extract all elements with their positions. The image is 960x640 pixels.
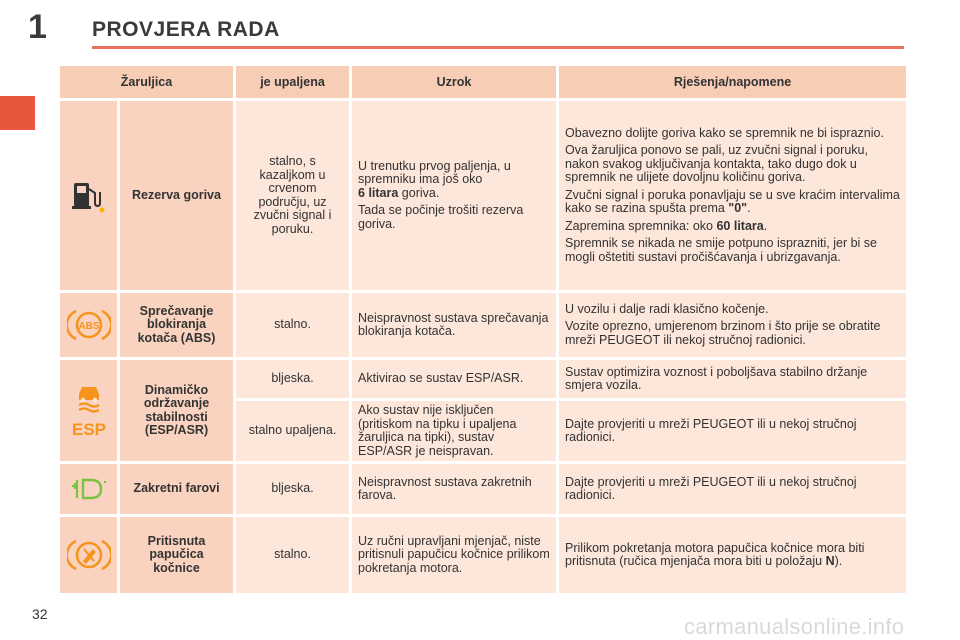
esp-icon-text: ESP	[71, 419, 106, 439]
fuel-lamp-notes: Obavezno dolijte goriva kako se spremnik ne bi ispraznio. Ova žaruljica ponovo se pali, uz zvučni signal i poruku, nakon svakog uključivanja kontakta, tako dugo dok u spremnik ne ulijete dovoljnu količinu goriva. Zvučni signal i poruka ponavljaju se u sve kraćim intervalima kako se razina spušta prema "0". Zapremina spremnika: oko 60 litara. Spremnik se nikada ne smije potpuno isprazniti, jer bi se mogli oštetiti sustavi pročišćavanja i ubrizgavanja.	[559, 101, 906, 290]
brake-lamp-state: stalno.	[236, 517, 349, 593]
esp-lamp-notes-flashing: Sustav optimizira voznost i poboljšava stabilno držanje smjera vozila.	[559, 360, 906, 398]
esp-lamp-cause-steady: Ako sustav nije isključen (pritiskom na tipku i upaljena žaruljica na tipki), sustav ESP/ASR je neispravan.	[352, 401, 556, 461]
esp-lamp-notes-steady: Dajte provjeriti u mreži PEUGEOT ili u nekoj stručnoj radionici.	[559, 401, 906, 461]
cornering-lights-icon	[71, 477, 107, 501]
table-row-brake-pedal	[60, 517, 906, 593]
column-header-notes: Rješenja/napomene	[559, 66, 906, 98]
esp-lamp-state-flashing: bljeska.	[236, 360, 349, 398]
abs-lamp-cause: Neispravnost sustava sprečavanja blokiranja kotača.	[352, 293, 556, 357]
brake-pedal-icon	[67, 537, 111, 573]
page-number: 32	[32, 606, 48, 622]
fuel-pump-icon	[71, 179, 107, 213]
chapter-number: 1	[28, 8, 47, 46]
table-row-esp-flashing	[60, 360, 906, 398]
fuel-lamp-name: Rezerva goriva	[120, 101, 233, 290]
table-row-fuel-reserve	[60, 101, 906, 290]
table-row-cornering-lights	[60, 464, 906, 514]
abs-icon-cell	[60, 293, 117, 357]
abs-icon-text: ABS	[77, 321, 100, 332]
fuel-lamp-state: stalno, s kazaljkom u crvenom području, uz zvučni signal i poruku.	[236, 101, 349, 290]
abs-lamp-state: stalno.	[236, 293, 349, 357]
brake-lamp-name: Pritisnuta papučica kočnice	[120, 517, 233, 593]
watermark: carmanualsonline.info	[684, 614, 905, 639]
esp-lamp-state-steady: stalno upaljena.	[236, 401, 349, 461]
column-header-cause: Uzrok	[352, 66, 556, 98]
abs-lamp-name: Sprečavanje blokiranja kotača (ABS)	[120, 293, 233, 357]
chapter-side-tab	[0, 96, 35, 130]
lights-icon-cell	[60, 464, 117, 514]
table-header-row	[60, 66, 906, 98]
chapter-title: PROVJERA RADA	[92, 18, 280, 41]
brake-lamp-notes: Prilikom pokretanja motora papučica kočnice mora biti pritisnuta (ručica mjenjača mora biti u položaju N).	[559, 517, 906, 593]
table-row-abs	[60, 293, 906, 357]
column-header-lamp: Žaruljica	[60, 66, 233, 98]
brake-icon-cell	[60, 517, 117, 593]
column-header-state: je upaljena	[236, 66, 349, 98]
fuel-icon-cell	[60, 101, 117, 290]
warning-lights-table	[57, 63, 909, 596]
brake-lamp-cause: Uz ručni upravljani mjenjač, niste pritisnuli papučicu kočnice prilikom pokretanja motora.	[352, 517, 556, 593]
abs-lamp-notes: U vozilu i dalje radi klasično kočenje. Vozite oprezno, umjerenom brzinom i što prije se obratite mreži PEUGEOT ili nekoj stručnoj radionici.	[559, 293, 906, 357]
lights-lamp-notes: Dajte provjeriti u mreži PEUGEOT ili u nekoj stručnoj radionici.	[559, 464, 906, 514]
esp-lamp-cause-flashing: Aktivirao se sustav ESP/ASR.	[352, 360, 556, 398]
fuel-lamp-cause: U trenutku prvog paljenja, u spremniku ima još oko 6 litara goriva. Tada se počinje trošiti rezerva goriva.	[352, 101, 556, 290]
lights-lamp-cause: Neispravnost sustava zakretnih farova.	[352, 464, 556, 514]
esp-lamp-name: Dinamičko održavanje stabilnosti (ESP/ASR)	[120, 360, 233, 461]
esp-icon-cell	[60, 360, 117, 461]
title-rule	[92, 46, 904, 49]
lights-lamp-name: Zakretni farovi	[120, 464, 233, 514]
esp-icon	[70, 383, 108, 439]
lights-lamp-state: bljeska.	[236, 464, 349, 514]
abs-icon	[67, 307, 111, 343]
